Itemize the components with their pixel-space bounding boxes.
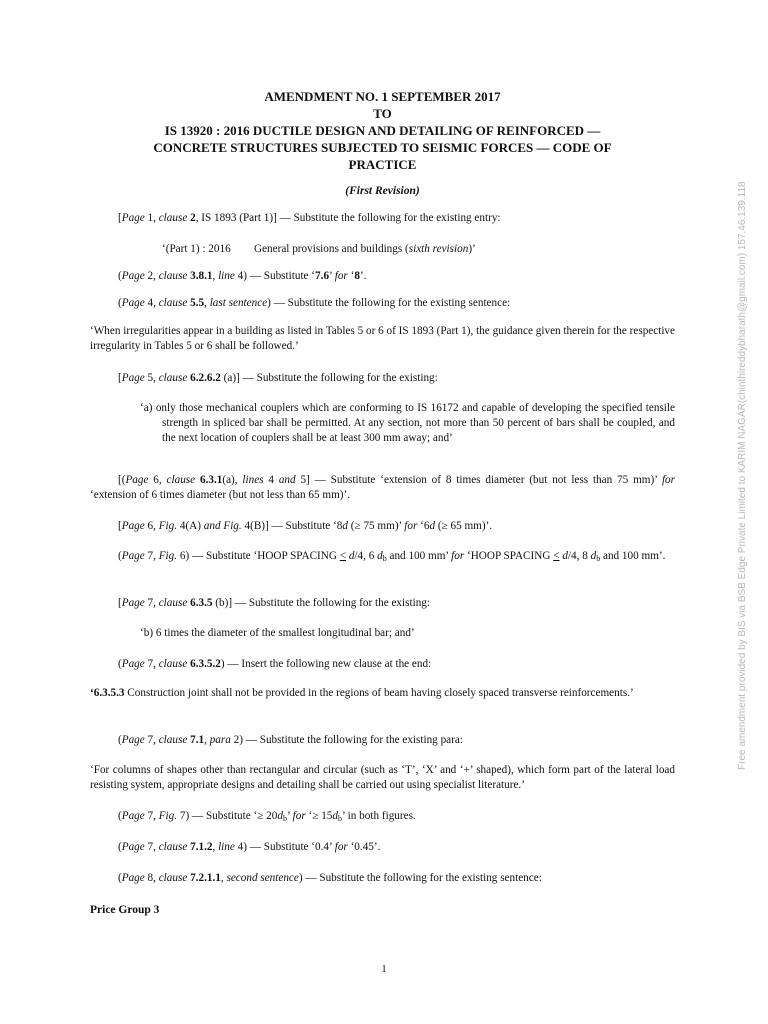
amendment-item-9: (Page 7, clause 6.3.5.2) — Insert the following new clause at the end: (118, 658, 432, 670)
amendment-item-10: (Page 7, clause 7.1, para 2) — Substitute the following for the existing para: (118, 734, 463, 746)
amendment-item-2: (Page 2, clause 3.8.1, line 4) — Substitute ‘7.6’ for ‘8’. (118, 270, 367, 282)
title-line-1: AMENDMENT NO. 1 SEPTEMBER 2017 (264, 89, 501, 104)
title-line-3: IS 13920 : 2016 DUCTILE DESIGN AND DETAILING OF REINFORCED — (164, 123, 601, 138)
amendment-item-5: [(Page 6, clause 6.3.1(a), lines 4 and 5] — Substitute ‘extension of 8 times diameter (but not less than 75 mm)’ for ‘extension of 6 times diameter (but not less than 65 mm)’. (90, 474, 676, 501)
amendment-text-4: ‘a) only those mechanical couplers which are conforming to IS 16172 and capable of developing the specified tensile strength in spliced bar shall be permitted. At any section, not more than 50 percent of bars shall be coupled, and the next location of couplers shall be at least 300 mm away; and’ (140, 402, 675, 444)
amendment-text-9: ‘6.3.5.3 Construction joint shall not be provided in the regions of beam having closely spaced transverse reinforcements.’ (90, 687, 634, 699)
title-line-2: TO (373, 106, 392, 121)
amendment-entry-1: ‘(Part 1) : 2016 General provisions and buildings (sixth revision)’ (162, 243, 476, 255)
title-line-5: PRACTICE (348, 157, 417, 172)
amendment-item-12: (Page 7, clause 7.1.2, line 4) — Substitute ‘0.4’ for ‘0.45’. (118, 841, 381, 853)
amendment-item-4: [Page 5, clause 6.2.6.2 (a)] — Substitute the following for the existing: (118, 372, 438, 384)
amendment-text-8: ‘b) 6 times the diameter of the smallest longitudinal bar; and’ (140, 627, 415, 639)
price-group: Price Group 3 (90, 904, 160, 916)
amendment-item-7: (Page 7, Fig. 6) — Substitute ‘HOOP SPACING < d/4, 6 $d_b$ and 100 mm’ for ‘HOOP SPACING < d/4, 8 $d_b$ and 100 mm’. (118, 550, 666, 563)
document-title (90, 88, 675, 173)
amendment-text-3: ‘When irregularities appear in a building as listed in Tables 5 or 6 of IS 1893 (Part 1), the guidance given therein for the respective irregularity in Tables 5 or 6 shall be followed.’ (90, 325, 675, 352)
revision-subtitle: (First Revision) (345, 185, 420, 197)
amendment-item-13: (Page 8, clause 7.2.1.1, second sentence) — Substitute the following for the existing sentence: (118, 872, 542, 884)
amendment-text-10: ‘For columns of shapes other than rectangular and circular (such as ‘T’, ‘X’ and ‘+’ shaped), which form part of the lateral load resisting system, appropriate designs and detailing shall be carried out using specialist literature.’ (90, 764, 675, 791)
page-number: 1 (381, 963, 387, 975)
amendment-item-8: [Page 7, clause 6.3.5 (b)] — Substitute the following for the existing: (118, 597, 430, 609)
amendment-item-6: [Page 6, Fig. 4(A) and Fig. 4(B)] — Substitute ‘8d (≥ 75 mm)’ for ‘6d (≥ 65 mm)’. (118, 520, 493, 532)
amendment-item-1: [Page 1, clause 2, IS 1893 (Part 1)] — Substitute the following for the existing entry: (118, 212, 501, 224)
amendment-item-3: (Page 4, clause 5.5, last sentence) — Substitute the following for the existing sentence: (118, 297, 511, 309)
watermark-text: Free amendment provided by BIS via BSB Edge Private Limited to KARIM NAGAR(chinthireddybharath@gmail.com) 157.46.139.118 (737, 181, 748, 770)
amendment-item-11: (Page 7, Fig. 7) — Substitute ‘≥ $20d_b$’ for ‘≥ $15d_b$’ in both figures. (118, 810, 416, 823)
title-line-4: CONCRETE STRUCTURES SUBJECTED TO SEISMIC FORCES — CODE OF (153, 140, 612, 155)
